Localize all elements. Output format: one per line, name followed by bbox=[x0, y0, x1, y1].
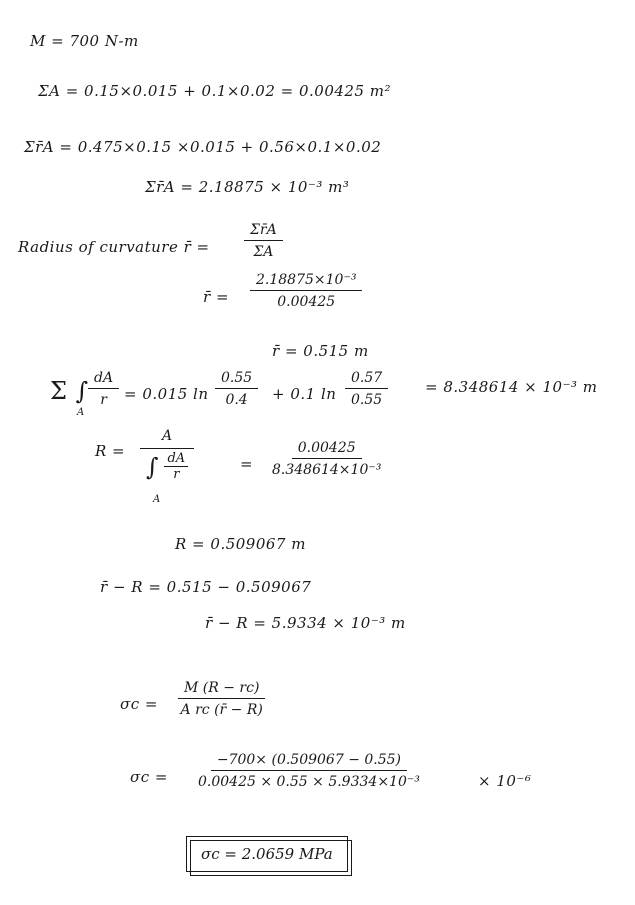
r-value-den: 8.348614×10⁻³ bbox=[272, 462, 382, 478]
r-eq2: = bbox=[240, 455, 254, 473]
rbar-fraction bbox=[250, 272, 362, 310]
r-fraction bbox=[140, 428, 194, 482]
radius-label: Radius of curvature r̄ = bbox=[18, 238, 210, 256]
r-den-lower-limit: A bbox=[153, 494, 161, 505]
sigma-denominator: A rc (r̄ − R) bbox=[180, 702, 263, 718]
integral-da-fraction bbox=[88, 370, 119, 408]
sigma-value-fraction bbox=[198, 752, 420, 790]
final-answer-box bbox=[186, 836, 348, 872]
ln2-fraction bbox=[345, 370, 388, 408]
ln1-den: 0.4 bbox=[225, 392, 248, 408]
r-value-num: 0.00425 bbox=[292, 440, 362, 459]
r-minus-r-value: r̄ − R = 5.9334 × 10⁻³ m bbox=[205, 614, 406, 632]
sigma-eq: σc = bbox=[120, 695, 158, 713]
r-value-fraction bbox=[272, 440, 381, 478]
sum-area-line: ΣA = 0.15×0.015 + 0.1×0.02 = 0.00425 m² bbox=[38, 82, 392, 100]
radius-denominator: ΣA bbox=[253, 244, 274, 260]
rbar-value: r̄ = 0.515 m bbox=[272, 342, 369, 360]
rbar-denominator: 0.00425 bbox=[277, 294, 336, 310]
r-den-num: dA bbox=[164, 451, 188, 467]
ln1-fraction bbox=[215, 370, 258, 408]
moment-line: M = 700 N-m bbox=[30, 32, 139, 50]
r-den-den: r bbox=[173, 467, 180, 482]
sigma-factor: × 10⁻⁶ bbox=[478, 772, 532, 790]
integral-term1: = 0.015 ln bbox=[124, 385, 209, 403]
r-den-integral: ∫ bbox=[145, 452, 159, 481]
sum-ra-value: Σr̄A = 2.18875 × 10⁻³ m³ bbox=[145, 178, 350, 196]
ln2-den: 0.55 bbox=[351, 392, 383, 408]
radius-numerator: Σr̄A bbox=[244, 222, 283, 241]
r-eq: R = bbox=[95, 442, 126, 460]
integral-da-num: dA bbox=[88, 370, 119, 389]
sigma-fraction bbox=[178, 680, 265, 718]
rbar-numerator: 2.18875×10⁻³ bbox=[250, 272, 362, 291]
final-answer: σc = 2.0659 MPa bbox=[201, 845, 333, 863]
sigma-value-num: −700× (0.509067 − 0.55) bbox=[211, 752, 407, 771]
integral-sum-symbol: Σ ∫ bbox=[50, 377, 89, 405]
integral-da-den: r bbox=[100, 392, 107, 408]
integral-result: = 8.348614 × 10⁻³ m bbox=[425, 378, 598, 396]
rbar-eq: r̄ = bbox=[203, 288, 230, 306]
sum-ra-line: Σr̄A = 0.475×0.15 ×0.015 + 0.56×0.1×0.02 bbox=[24, 138, 382, 156]
r-denominator bbox=[146, 449, 188, 482]
r-numerator: A bbox=[140, 428, 194, 449]
radius-fraction bbox=[244, 222, 283, 260]
ln2-num: 0.57 bbox=[345, 370, 388, 389]
ln1-num: 0.55 bbox=[215, 370, 258, 389]
integral-lower-limit: A bbox=[77, 407, 85, 418]
r-minus-r-line: r̄ − R = 0.515 − 0.509067 bbox=[100, 578, 312, 596]
integral-term2: + 0.1 ln bbox=[272, 385, 337, 403]
sigma-value-den: 0.00425 × 0.55 × 5.9334×10⁻³ bbox=[198, 774, 420, 790]
sigma-eq2: σc = bbox=[130, 768, 168, 786]
sigma-numerator: M (R − rc) bbox=[178, 680, 265, 699]
r-value: R = 0.509067 m bbox=[175, 535, 306, 553]
